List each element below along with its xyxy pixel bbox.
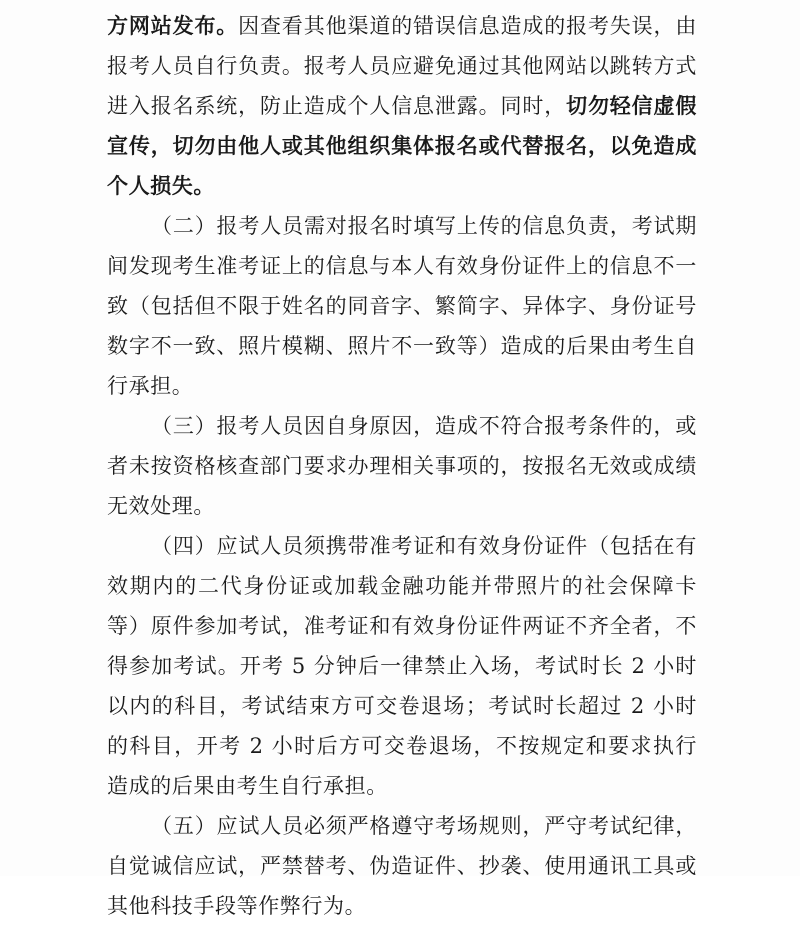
body-text: （四）应试人员须携带准考证和有效身份证件（包括在有效期内的二代身份证或加载金融功能并带照片的社会保障卡等）原件参加考试，准考证和有效身份证件两证不齐全者，不得参加考试。开考 5 分钟后一律禁止入场，考试时长 2 小时以内的科目，考试结束方可交卷退场；考试时长超过 2 小时的科目，开考 2 小时后方可交卷退场，不按规定和要求执行造成的后果由考生自行承担。 bbox=[107, 534, 697, 798]
paragraph-item-4 bbox=[107, 526, 697, 806]
paragraph-item-5 bbox=[107, 806, 697, 926]
body-text: （二）报考人员需对报名时填写上传的信息负责，考试期间发现考生准考证上的信息与本人有效身份证件上的信息不一致（包括但不限于姓名的同音字、繁简字、异体字、身份证号数字不一致、照片模糊、照片不一致等）造成的后果由考生自行承担。 bbox=[107, 214, 697, 398]
body-text: （三）报考人员因自身原因，造成不符合报考条件的，或者未按资格核查部门要求办理相关事项的，按报名无效或成绩无效处理。 bbox=[107, 414, 697, 518]
bold-text: 切勿轻信虚假宣传，切勿由他人或其他组织集体报名或代替报名，以免造成个人损失。 bbox=[107, 93, 697, 198]
body-text: 因查看其他渠道的错误信息造成的报考失误，由报考人员自行负责。报考人员应避免通过其他网站以跳转方式进入报名系统，防止造成个人信息泄露。同时， bbox=[107, 14, 697, 118]
document-body bbox=[107, 6, 697, 926]
paragraph-item-3 bbox=[107, 406, 697, 526]
paragraph-continuation bbox=[107, 6, 697, 206]
bold-text: 方网站发布。 bbox=[107, 13, 239, 38]
paragraph-item-2 bbox=[107, 206, 697, 406]
body-text: （五）应试人员必须严格遵守考场规则，严守考试纪律，自觉诚信应试，严禁替考、伪造证件、抄袭、使用通讯工具或其他科技手段等作弊行为。 bbox=[107, 814, 697, 918]
